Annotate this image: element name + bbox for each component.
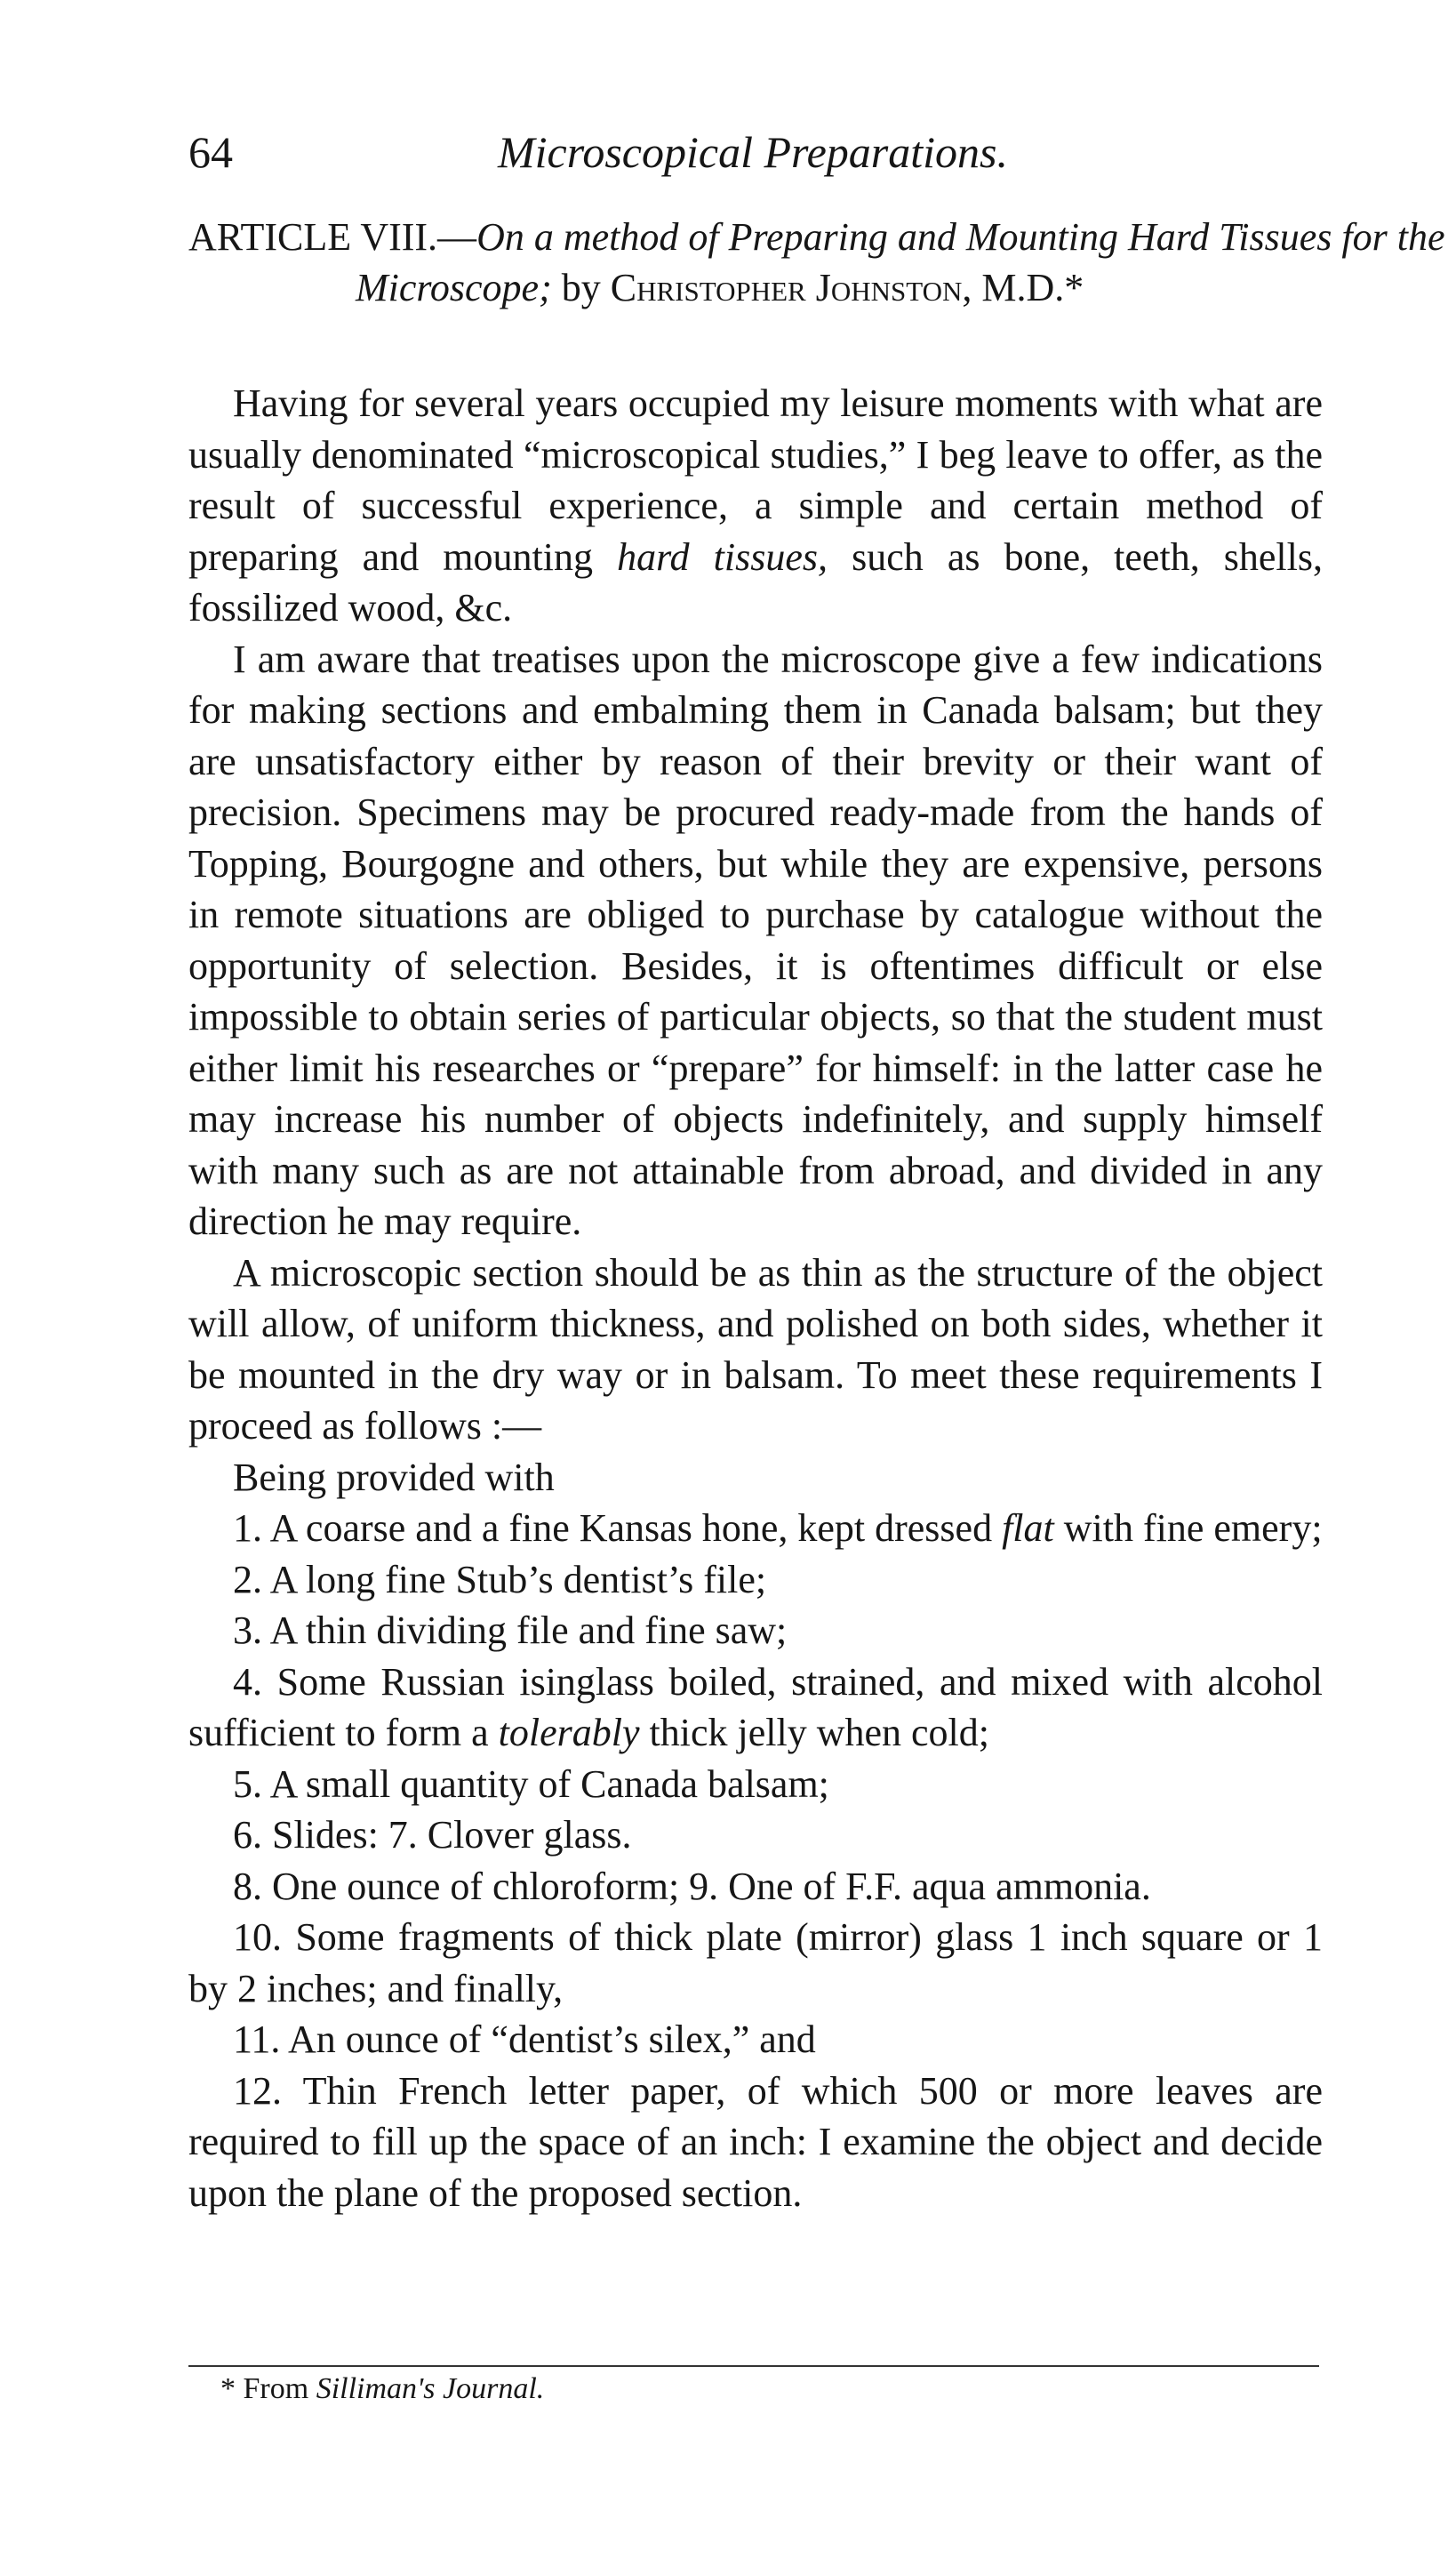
footnote-marker: * From bbox=[220, 2372, 316, 2405]
list-item-1-emphasis: flat bbox=[1002, 1506, 1054, 1550]
paragraph-2: I am aware that treatises upon the microscope give a few indications for making sections and embalming them in Canada balsam; but they are unsatisfactory either by reason of their brevity or their want of precision. Specimens may be procured ready-made from the hands of Topping, Bourgogne and others, but while they are expensive, persons in remote situations are obliged to purchase by catalogue without the opportunity of selection. Besides, it is oftentimes difficult or else impossible to obtain series of particular objects, so that the student must either limit his researches or “prepare” for himself: in the latter case he may increase his number of objects indefinitely, and supply himself with many such as are not attainable from abroad, and divided in any direction he may require. bbox=[188, 637, 1323, 1243]
list-item-8: 8. One ounce of chloroform; 9. One of F.F. aqua ammonia. bbox=[233, 1864, 1151, 1908]
article-by: by bbox=[551, 266, 611, 309]
list-item-4 bbox=[188, 1657, 1323, 1759]
list-item-2: 2. A long fine Stub’s dentist’s file; bbox=[233, 1557, 767, 1601]
paragraph-1 bbox=[188, 378, 1323, 634]
running-title: Microscopical Preparations. bbox=[498, 127, 1008, 177]
paragraph-1-text: Having for several years occupied my leisure moments with what are usually denominated “microscopical studies,” I beg leave to offer, as the result of successful experience, a simple and certain method of preparing and mounting bbox=[188, 381, 1323, 579]
list-item-6: 6. Slides: 7. Clover glass. bbox=[233, 1813, 632, 1857]
list-item-10: 10. Some fragments of thick plate (mirror) glass 1 inch square or 1 by 2 inches; and finally, bbox=[188, 1915, 1323, 2010]
list-item-12: 12. Thin French letter paper, of which 500 or more leaves are required to fill up the space of an inch: I examine the object and decide upon the plane of the proposed section. bbox=[188, 2068, 1323, 2215]
list-item-4-emphasis: tolerably bbox=[498, 1711, 640, 1754]
article-label: ARTICLE VIII.— bbox=[188, 215, 477, 259]
page-number: 64 bbox=[188, 127, 233, 177]
list-item-4-end: thick jelly when cold; bbox=[639, 1711, 989, 1754]
footnote-rule bbox=[188, 2365, 1319, 2367]
article-author: Christopher Johnston bbox=[610, 266, 963, 309]
article-suffix: , M.D.* bbox=[962, 266, 1084, 309]
list-item-1-text: 1. A coarse and a fine Kansas hone, kept dressed bbox=[233, 1506, 1003, 1550]
paragraph-1-end: such as bone, teeth, shells, fossilized wood, &c. bbox=[188, 534, 1324, 630]
paragraph-3: A microscopic section should be as thin as the structure of the object will allow, of uniform thickness, and polished on both sides, whether it be mounted in the dry way or in balsam. To meet these requirements I proceed as follows :— bbox=[188, 1250, 1323, 1448]
paragraph-1-emphasis: hard tissues, bbox=[617, 534, 828, 579]
list-item-1-end: with fine emery; bbox=[1053, 1506, 1323, 1550]
article-body bbox=[188, 378, 1323, 2218]
page-header bbox=[188, 126, 1317, 180]
article-title: On a method of Preparing and Mounting Hard Tissues for the Microscope; bbox=[356, 215, 1445, 309]
paragraph-4: Being provided with bbox=[233, 1455, 555, 1499]
list-item-5: 5. A small quantity of Canada balsam; bbox=[233, 1761, 829, 1806]
article-heading bbox=[188, 212, 1456, 313]
list-item-4-text: 4. Some Russian isinglass boiled, strained, and mixed with alcohol sufficient to form a bbox=[188, 1659, 1323, 1754]
footnote-source: Silliman's Journal. bbox=[316, 2372, 545, 2405]
list-item-11: 11. An ounce of “dentist’s silex,” and bbox=[233, 2018, 816, 2061]
footnote bbox=[220, 2372, 544, 2406]
list-item-3: 3. A thin dividing file and fine saw; bbox=[233, 1608, 788, 1652]
list-item-1 bbox=[188, 1503, 1323, 1554]
